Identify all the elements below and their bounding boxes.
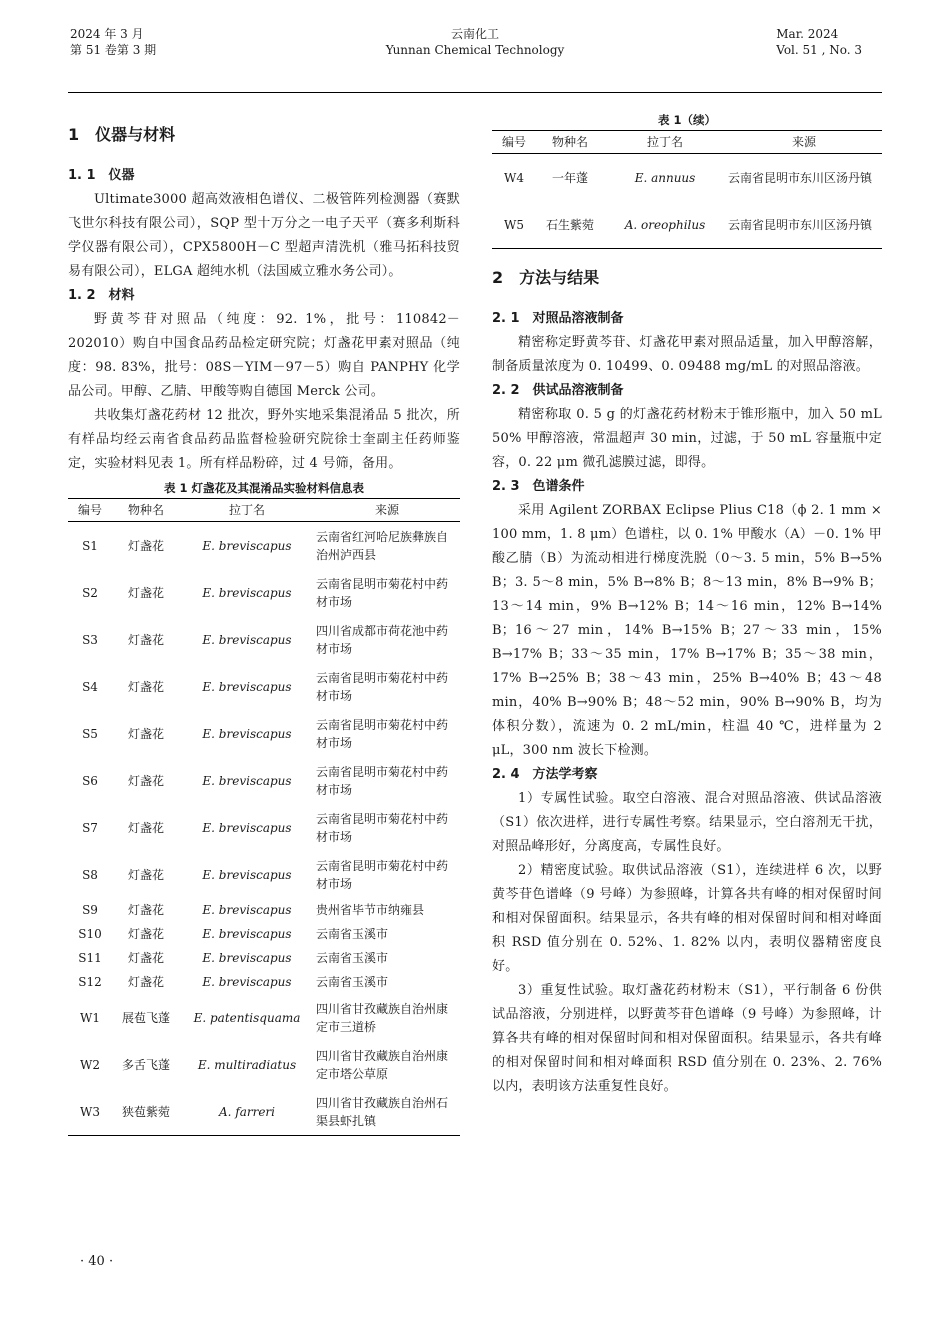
cell-id: S9 [82, 903, 98, 917]
chromatography-paragraph: 采用 Agilent ZORBAX Eclipse Plius C18（ϕ 2. 1 mm × 100 mm，1. 8 μm）色谱柱，以 0. 1% 甲酸水（A）－0. 1% 甲酸乙腈（B）为流动相进行梯度洗脱（0～3. 5 min，5% B→5% B；3. 5～8 min，5% B→8% B；8～13 min，8% B→9% B；13～14 min，9% B→12% B；14～16 min，12% B→14% B；16～27 min，14% B→15% B；27～33 min，15% B→17% B；33～35 min，17% B→17% B；35～38 min，17% B→25% B；38～43 min，25% B→40% B；43～48 min，40% B→90% B；48～52 min，90% B→90% B，均为体积分数），流速为 0. 2 mL/min，柱温 40 ℃，进样量为 2 μL，300 nm 波长下检测。 [492, 503, 882, 758]
cell-latin: E. breviscapus [202, 679, 292, 694]
cell-latin: E. breviscapus [202, 951, 292, 965]
cell-source: 云南省昆明市菊花村中药材市场 [316, 670, 449, 703]
cell-source: 云南省昆明市菊花村中药材市场 [316, 576, 449, 609]
section-2-2-heading: 2. 2 供试品溶液制备 [492, 383, 624, 398]
cell-latin: A. farreri [180, 1088, 314, 1136]
repeatability-paragraph: 3）重复性试验。取灯盏花药材粉末（S1），平行制备 6 份供试品溶液，分别进样，以野黄芩苷色谱峰（9 号峰）为参照峰，计算各共有峰的相对保留时间和相对保留面积。结果显示，各共有峰的相对保留时间和相对峰面积 RSD 值分别在 0. 23%、2. 76% 以内，表明该方法重复性良好。 [492, 983, 882, 1094]
cell-source: 云南省玉溪市 [316, 951, 389, 965]
table-row [68, 851, 460, 898]
cell-species: 狭苞紫菀 [112, 1088, 180, 1136]
cell-species: 灯盏花 [127, 867, 164, 882]
cell-latin: E. breviscapus [202, 538, 292, 553]
cell-id: S8 [82, 867, 98, 882]
cell-species: 灯盏花 [127, 726, 164, 741]
specificity-paragraph: 1）专属性试验。取空白溶液、混合对照品溶液、供试品溶液（S1）依次进样，进行专属性考察。结果显示，空白溶剂无干扰，对照品峰形好，分离度高，专属性良好。 [492, 791, 882, 854]
cell-source: 四川省甘孜藏族自治州康定市三道桥 [316, 1001, 449, 1034]
table-row [68, 710, 460, 757]
table-body [68, 522, 460, 1136]
instruments-paragraph: Ultimate3000 超高效液相色谱仪、二极管阵列检测器（赛默飞世尔科技有限公司），SQP 型十万分之一电子天平（赛多利斯科学仪器有限公司），CPX5800H－C 型超声清洗机（雅马拓科技贸易有限公司），ELGA 超纯水机（法国威立雅水务公司）。 [68, 192, 460, 279]
table-row [68, 1088, 460, 1136]
col-header-species: 物种名 [536, 131, 604, 154]
table-row [68, 922, 460, 946]
materials-paragraph-2: 共收集灯盏花药材 12 批次，野外实地采集混淆品 5 批次，所有样品均经云南省食品药品监督检验研究院徐士奎副主任药师鉴定，实验材料见表 1。所有样品粉碎，过 4 号筛，备用。 [68, 408, 460, 471]
volume-issue-en: Vol. 51 , No. 3 [776, 43, 862, 57]
cell-id: W5 [492, 201, 536, 249]
col-header-id: 编号 [492, 131, 536, 154]
cell-source: 云南省红河哈尼族彝族自治州泸西县 [316, 529, 449, 562]
cell-id: W4 [504, 170, 524, 185]
table-row [492, 201, 882, 249]
cell-latin: E. breviscapus [202, 773, 292, 788]
cell-source: 贵州省毕节市纳雍县 [316, 903, 425, 917]
cell-id: W1 [80, 1010, 100, 1025]
journal-name-cn: 云南化工 [450, 27, 499, 41]
cell-latin: E. breviscapus [202, 726, 292, 741]
cell-id: S2 [82, 585, 98, 600]
cell-latin: E. breviscapus [202, 632, 292, 647]
cell-species: 灯盏花 [127, 679, 164, 694]
table-row [68, 663, 460, 710]
cell-species: 灯盏花 [127, 820, 164, 835]
table-row [68, 804, 460, 851]
table-1-continued [492, 130, 882, 249]
section-2-1-heading: 2. 1 对照品溶液制备 [492, 311, 624, 326]
col-header-id: 编号 [68, 499, 112, 522]
table-row [68, 522, 460, 570]
cell-id: S10 [78, 927, 102, 941]
cell-source: 云南省昆明市菊花村中药材市场 [316, 764, 449, 797]
cell-species: 灯盏花 [127, 632, 164, 647]
cell-source: 云南省昆明市菊花村中药材市场 [316, 811, 449, 844]
cell-source: 云南省昆明市菊花村中药材市场 [316, 717, 449, 750]
section-2-3-heading: 2. 3 色谱条件 [492, 479, 585, 494]
issue-date-en: Mar. 2024 [776, 27, 839, 41]
table-row [68, 616, 460, 663]
reference-solution-paragraph: 精密称定野黄芩苷、灯盏花甲素对照品适量，加入甲醇溶解，制备质量浓度为 0. 10499、0. 09488 mg/mL 的对照品溶液。 [492, 335, 882, 374]
table-header-row [492, 131, 882, 154]
table-row [68, 569, 460, 616]
table-1-caption: 表 1 灯盏花及其混淆品实验材料信息表 [163, 481, 364, 495]
cell-latin: E. breviscapus [202, 585, 292, 600]
table-row [492, 154, 882, 202]
table-row [68, 970, 460, 994]
table-row [68, 946, 460, 970]
running-header-right [776, 26, 862, 58]
cell-species: 一年蓬 [551, 170, 588, 185]
section-1-heading: 1 仪器与材料 [68, 125, 176, 144]
col-header-latin: 拉丁名 [604, 131, 726, 154]
cell-latin: E. breviscapus [202, 867, 292, 882]
table-header-row [68, 499, 460, 522]
cell-species: 石生紫菀 [536, 201, 604, 249]
cell-latin: A. oreophilus [604, 201, 726, 249]
section-1-1-heading: 1. 1 仪器 [68, 168, 135, 183]
section-1-2-heading: 1. 2 材料 [68, 288, 135, 303]
materials-paragraph-1: 野黄芩苷对照品（纯度：92. 1%，批号：110842－202010）购自中国食品药品检定研究院；灯盏花甲素对照品（纯度：98. 83%，批号：08S－YIM－97－5）购自 PANPHY 化学品公司。甲醇、乙腈、甲酸等购自德国 Merck 公司。 [68, 312, 460, 399]
cell-source: 四川省甘孜藏族自治州石渠县虾扎镇 [314, 1088, 460, 1136]
cell-id: S6 [82, 773, 98, 788]
section-2-4-heading: 2. 4 方法学考察 [492, 767, 598, 782]
cell-source: 云南省昆明市东川区汤丹镇 [726, 201, 882, 249]
header-divider [68, 92, 882, 93]
table-row [68, 1041, 460, 1088]
right-column [492, 110, 882, 1099]
cell-source: 云南省玉溪市 [316, 927, 389, 941]
cell-source: 四川省成都市荷花池中药材市场 [316, 623, 449, 656]
issue-date: 2024 年 3 月 [70, 27, 144, 41]
col-header-latin: 拉丁名 [180, 499, 314, 522]
section-2-heading: 2 方法与结果 [492, 268, 600, 287]
cell-species: 灯盏花 [127, 903, 164, 917]
cell-id: W3 [68, 1088, 112, 1136]
cell-id: W2 [80, 1057, 100, 1072]
sample-solution-paragraph: 精密称取 0. 5 g 的灯盏花药材粉末于锥形瓶中，加入 50 mL 50% 甲醇溶液，常温超声 30 min，过滤，于 50 mL 容量瓶中定容，0. 22 μm 微孔滤膜过滤，即得。 [492, 407, 882, 470]
cell-species: 灯盏花 [127, 927, 164, 941]
table-body-continued [492, 154, 882, 249]
journal-name-en: Yunnan Chemical Technology [385, 43, 565, 57]
cell-id: S7 [82, 820, 98, 835]
cell-species: 灯盏花 [127, 585, 164, 600]
precision-paragraph: 2）精密度试验。取供试品溶液（S1），连续进样 6 次，以野黄芩苷色谱峰（9 号峰）为参照峰，计算各共有峰的相对保留时间和相对保留面积。结果显示，各共有峰的相对保留时间和相对峰面积 RSD 值分别在 0. 52%、1. 82% 以内，表明仪器精密度良好。 [492, 863, 882, 974]
table-row [68, 898, 460, 922]
cell-id: S11 [78, 951, 102, 965]
cell-source: 云南省昆明市东川区汤丹镇 [728, 170, 873, 185]
cell-id: S12 [78, 975, 102, 989]
table-1 [68, 498, 460, 1136]
cell-source: 云南省玉溪市 [316, 975, 389, 989]
cell-species: 灯盏花 [127, 951, 164, 965]
cell-species: 灯盏花 [127, 538, 164, 553]
col-header-source: 来源 [726, 131, 882, 154]
cell-id: S4 [82, 679, 98, 694]
cell-latin: E. annuus [634, 170, 696, 185]
cell-species: 灯盏花 [127, 975, 164, 989]
volume-issue: 第 51 卷第 3 期 [70, 43, 157, 57]
left-column [68, 110, 460, 1136]
cell-source: 云南省昆明市菊花村中药材市场 [316, 858, 449, 891]
cell-species: 展苞飞蓬 [121, 1010, 170, 1025]
cell-id: S5 [82, 726, 98, 741]
cell-latin: E. multiradiatus [197, 1057, 297, 1072]
cell-latin: E. breviscapus [202, 927, 292, 941]
table-row [68, 757, 460, 804]
cell-latin: E. breviscapus [202, 903, 292, 917]
cell-latin: E. breviscapus [202, 820, 292, 835]
cell-latin: E. patentisquama [193, 1010, 301, 1025]
table-1-continued-caption: 表 1（续） [657, 113, 716, 127]
page-number: · 40 · [80, 1254, 114, 1269]
cell-source: 四川省甘孜藏族自治州康定市塔公草原 [316, 1048, 449, 1081]
cell-latin: E. breviscapus [202, 975, 292, 989]
col-header-species: 物种名 [112, 499, 180, 522]
cell-id: S1 [82, 538, 98, 553]
table-row [68, 994, 460, 1041]
col-header-source: 来源 [314, 499, 460, 522]
cell-species: 灯盏花 [127, 773, 164, 788]
cell-id: S3 [82, 632, 98, 647]
cell-species: 多舌飞蓬 [121, 1057, 170, 1072]
